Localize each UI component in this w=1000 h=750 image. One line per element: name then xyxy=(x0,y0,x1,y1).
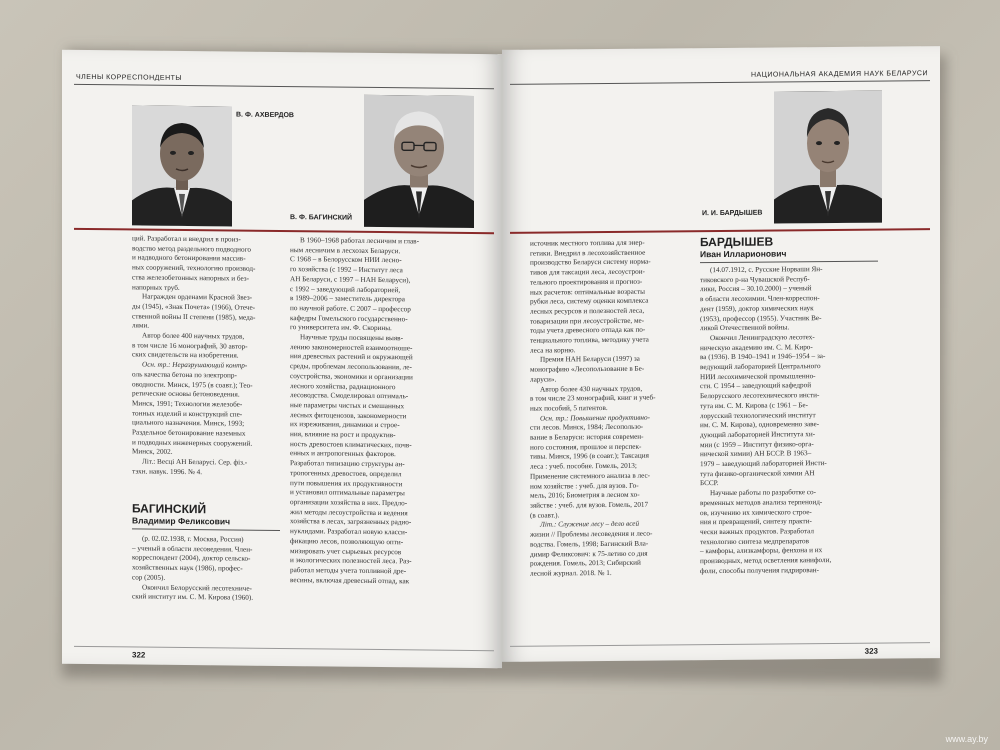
text-line: АН Беларуси, с 1997 – НАН Беларуси), xyxy=(290,274,411,285)
text-line: тута физико-органической химии АН xyxy=(700,468,815,478)
text-line: жизни // Проблемы лесоведения и лесо- xyxy=(530,529,653,539)
text-line: им. С. М. Кирова), одновременно заве- xyxy=(700,420,820,430)
text-line: нической химии) АН БССР. В 1963– xyxy=(700,449,812,459)
page-number-left: 322 xyxy=(132,650,146,660)
text-line: производство Беларуси систему норма- xyxy=(530,258,651,268)
text-line: источник местного топлива для энер- xyxy=(530,238,645,248)
text-line: – ученый в области лесоведения. Член- xyxy=(132,544,253,554)
text-line: го университета им. Ф. Скорины. xyxy=(290,323,392,333)
entry-surname: БАГИНСКИЙ xyxy=(132,501,207,517)
text-line: и установил оптимальные параметры xyxy=(290,488,405,498)
text-line: сор (2005). xyxy=(132,573,166,582)
text-line: дент (1959), доктор химических наук xyxy=(700,304,814,313)
text-line: Автор более 400 научных трудов, xyxy=(142,331,245,341)
text-line: ликой Отечественной войны. xyxy=(700,323,790,333)
text-line: оводности. Минск, 1975 (в соавт.); Тео- xyxy=(132,379,253,390)
text-line: и подводных инженерных сооружений. xyxy=(132,438,253,448)
text-line: Окончил Ленинградскую лесотех- xyxy=(710,333,815,343)
page-number-right: 323 xyxy=(864,646,878,656)
text-line: тута им. С. М. Кирова (с 1961 – Бе- xyxy=(700,401,808,411)
text-line: С 1968 – в Белорусском НИИ лесно- xyxy=(290,255,402,265)
text-line: по научной работе. С 2007 – профессор xyxy=(290,304,411,314)
text-line: мии (с 1959 – Институт физико-орга- xyxy=(700,439,814,449)
text-line: временных методов анализа терпеноид- xyxy=(700,497,823,508)
text-line: ва (1936). В 1940–1941 и 1946–1954 – за- xyxy=(700,352,826,362)
text-line: сти лесов. Минск, 1984; Лесопользо- xyxy=(530,423,644,433)
entry-rule xyxy=(700,261,878,264)
text-line: кафедры Гомельского государственно- xyxy=(290,313,408,323)
text-line: ов, изучению их химического строе- xyxy=(700,507,812,517)
portrait-akhverdov-image xyxy=(132,105,232,226)
text-line: Осн. тр.: Неразрушающий контр- xyxy=(142,360,248,370)
text-line: Научные труды посвящены выяв- xyxy=(300,333,403,343)
text-line: Белорусского лесотехнического инсти- xyxy=(700,391,820,401)
text-line: ность древостоев климатических, почв- xyxy=(290,439,412,450)
text-line: ническую академию им. С. М. Киро- xyxy=(700,342,813,352)
text-line: чески важных продуктов. Разработал xyxy=(700,527,814,537)
text-line: тиковского р-на Чувашской Респуб- xyxy=(700,274,810,284)
text-line: ном хозяйстве : учеб. для вузов. Го- xyxy=(530,481,639,491)
text-line: (р. 02.02.1938, г. Москва, Россия) xyxy=(142,534,244,544)
text-line: корреспондент (2004), доктор сельско- xyxy=(132,553,251,564)
text-line: фикацию лесов, позволяющую опти- xyxy=(290,536,404,547)
text-line: (в соавт.). xyxy=(530,511,560,520)
caption-baginsky: В. Ф. БАГИНСКИЙ xyxy=(290,214,353,222)
text-line: БССР. xyxy=(700,479,719,488)
portrait-baginsky xyxy=(364,95,474,228)
text-line: и экологических полезностей леса. Раз- xyxy=(290,556,412,566)
text-line: в том числе 23 монографий, книг и учеб- xyxy=(530,393,656,403)
text-line: Применение системного анализа в лес- xyxy=(530,471,651,481)
text-line: их изреживания, динамики и строе- xyxy=(290,420,400,430)
left-column-2 xyxy=(290,236,440,587)
text-line: ные параметры чистых и смешанных xyxy=(290,401,405,411)
entry-heading-baginsky xyxy=(132,502,230,526)
text-line: Літ.: Служение лесу – дело всей xyxy=(540,520,640,529)
text-line: производных, метод осветления канифоли, xyxy=(700,556,832,566)
text-line: тэхн. навук. 1996. № 4. xyxy=(132,467,203,477)
left-column-1b xyxy=(132,534,280,603)
head-rule xyxy=(74,84,494,89)
text-line: Автор более 430 научных трудов, xyxy=(540,384,643,394)
text-line: в том числе 16 монографий, 30 автор- xyxy=(132,341,248,351)
text-line: го хозяйства (с 1992 – Институт леса xyxy=(290,265,403,275)
portrait-bardyshev-image xyxy=(774,91,882,224)
text-line: ния и превращений, синтезу практи- xyxy=(700,517,812,527)
right-column-1 xyxy=(530,238,680,579)
running-head-left: ЧЛЕНЫ КОРРЕСПОНДЕНТЫ xyxy=(76,73,183,82)
text-line: тропогенных древостоев, определил xyxy=(290,468,402,479)
text-line: Осн. тр.: Повышение продуктивно- xyxy=(540,413,650,423)
text-line: сти. С 1954 – заведующий кафедрой xyxy=(700,381,812,391)
text-line: ния, влияние на рост и продуктив- xyxy=(290,430,396,440)
text-line: Раздельное бетонирование наземных xyxy=(132,428,246,438)
text-line: ственной войны II степени (1985), меда- xyxy=(132,312,256,322)
portrait-akhverdov xyxy=(132,105,232,226)
text-line: Награжден орденами Красной Звез- xyxy=(142,292,253,302)
text-line: енных и антропогенных факторов. xyxy=(290,449,396,459)
text-line: димир Феликсович: к 75-летию со дня xyxy=(530,549,648,559)
text-line: ным лесничим в лесхозах Беларуси. xyxy=(290,245,401,255)
text-line: лесного хозяйства, радиационного xyxy=(290,381,396,391)
photo-rule xyxy=(510,228,930,234)
text-line: рождения. Гомель, 2013; Сибирский xyxy=(530,558,641,568)
entry-given-name: Иван Илларионович xyxy=(700,248,787,260)
portrait-bardyshev xyxy=(774,91,882,224)
text-line: тенциального топлива, методику учета xyxy=(530,335,649,345)
left-column-1 xyxy=(132,234,280,478)
text-line: лесных ресурсов и полезностей леса, xyxy=(530,306,645,316)
text-line: Премия НАН Беларуси (1997) за xyxy=(540,355,640,365)
text-line: тельного проектирования и прогноз- xyxy=(530,277,643,287)
text-line: соустройства, экономики и организации xyxy=(290,371,413,382)
text-line: – камфоры, ализкамфоры, фенхона и их xyxy=(700,546,823,556)
text-line: Разработал типизацию структуры ан- xyxy=(290,459,405,469)
text-line: леса на корню. xyxy=(530,346,576,355)
text-line: ретические основы бетоноведения. xyxy=(132,389,240,399)
text-line: с 1992 – заведующий лабораторией, xyxy=(290,284,401,294)
watermark: www.ay.by xyxy=(945,734,988,744)
entry-heading-bardyshev xyxy=(700,235,786,259)
text-line: ния древесных растений и окружающей xyxy=(290,352,413,362)
text-line: ных сооружений, технологию производ- xyxy=(132,263,256,273)
text-line: оль качества бетона по электропр- xyxy=(132,370,237,380)
left-page xyxy=(62,50,502,669)
text-line: ций. Разработал и внедрил в произ- xyxy=(132,234,241,244)
text-line: мель, 2016; Биометрия в лесном хо- xyxy=(530,490,640,500)
text-line: ных расчетов: оптимальные возрасты xyxy=(530,287,645,297)
entry-surname: БАРДЫШЕВ xyxy=(700,234,774,250)
text-line: В 1960–1968 работал лесничим и глав- xyxy=(300,236,419,246)
text-line: ларуси». xyxy=(530,375,557,384)
text-line: ведующий лабораторией Центрального xyxy=(700,362,821,372)
text-line: Окончил Белорусский лесотехниче- xyxy=(142,583,252,593)
text-line: пути повышения их продуктивности xyxy=(290,478,403,488)
text-line: тоды учета древесного отпада как по- xyxy=(530,325,646,335)
text-line: вание в Беларуси: история современ- xyxy=(530,432,644,442)
text-line: ский институт им. С. М. Кирова (1960). xyxy=(132,592,254,602)
text-line: лорусский технологический институт xyxy=(700,410,816,420)
text-line: мизировать учет сырьевых ресурсов xyxy=(290,546,402,556)
text-line: ства железобетонных напорных и без- xyxy=(132,273,249,283)
head-rule xyxy=(510,80,930,85)
text-line: весины, включая древесный отпад, как xyxy=(290,575,410,585)
text-line: дующий лабораторией Института хи- xyxy=(700,430,816,440)
text-line: работал методы учета топливной дре- xyxy=(290,565,407,576)
text-line: 1979 – заведующий лабораторией Инсти- xyxy=(700,459,827,469)
text-line: ных пособий, 5 патентов. xyxy=(530,403,608,413)
text-line: лями. xyxy=(132,321,150,330)
text-line: организации хозяйства в них. Предло- xyxy=(290,498,408,508)
text-line: Минск, 2002. xyxy=(132,447,173,457)
text-line: водства. Гомель, 1998; Багинский Вла- xyxy=(530,539,649,549)
text-line: ды (1945), «Знак Почета» (1966), Отече- xyxy=(132,302,256,312)
text-line: тивов для таксации леса, лесоустрои- xyxy=(530,267,645,277)
photo-rule xyxy=(74,228,494,234)
text-line: циального назначения. Минск, 1993; xyxy=(132,418,245,428)
right-page xyxy=(502,46,940,662)
text-line: напорных труб. xyxy=(132,282,180,292)
text-line: технологию синтеза медпрепаратов xyxy=(700,536,810,546)
text-line: лесоводства. Смоделировал оптималь- xyxy=(290,391,409,401)
text-line: зяйстве : учеб. для вузов. Гомель, 2017 xyxy=(530,500,649,510)
entry-given-name: Владимир Феликсович xyxy=(132,515,231,527)
text-line: лесной журнал. 2018. № 1. xyxy=(530,568,612,578)
running-head-right: НАЦИОНАЛЬНАЯ АКАДЕМИЯ НАУК БЕЛАРУСИ xyxy=(750,70,928,79)
text-line: нуклидами. Разработал новую класси- xyxy=(290,527,408,537)
portrait-baginsky-image xyxy=(364,95,474,228)
text-line: лению закономерностей взаимоотноше- xyxy=(290,342,413,353)
text-line: фоли, способы получения гидрирован- xyxy=(700,565,819,575)
text-line: Научные работы по разработке со- xyxy=(710,488,817,498)
text-line: и надводного бетонирования массив- xyxy=(132,253,246,264)
text-line: лики, Россия – 30.10.2000) – ученый xyxy=(700,284,812,294)
text-line: жил методы лесоустройства и ведения xyxy=(290,507,408,518)
text-line: монографию «Лесопользование в Бе- xyxy=(530,364,645,374)
text-line: (14.07.1912, с. Русские Норваши Ян- xyxy=(710,265,823,275)
text-line: НИИ лесохимической промышленно- xyxy=(700,371,816,381)
text-line: хозяйственных наук (1986), профес- xyxy=(132,563,243,573)
text-line: лесных фитоценозов, закономерности xyxy=(290,410,407,420)
text-line: хозяйства в лесах, загрязненных радио- xyxy=(290,517,412,527)
text-line: Літ.: Весці АН Беларусі. Сер. фіз.- xyxy=(142,457,248,467)
text-line: в 1989–2006 – заместитель директора xyxy=(290,294,405,304)
text-line: товаризации при лесоустройстве, ме- xyxy=(530,316,645,326)
text-line: тонных изделий и конструкций спе- xyxy=(132,409,243,419)
text-line: рубки леса, систему оценки комплекса xyxy=(530,296,649,306)
text-line: в области лесохимии. Член-корреспон- xyxy=(700,294,820,304)
text-line: леса : учеб. пособие. Гомель, 2013; xyxy=(530,461,637,471)
text-line: тивы. Минск, 1996 (в соавт.); Таксация xyxy=(530,452,649,462)
text-line: Минск, 1991; Технология железобе- xyxy=(132,399,243,409)
text-line: среды, проблемам лесопользования, ле- xyxy=(290,362,412,372)
text-line: водство метод раздельного подводного xyxy=(132,244,251,254)
entry-rule xyxy=(132,528,280,531)
caption-bardyshev: И. И. БАРДЫШЕВ xyxy=(702,209,763,218)
text-line: (1953), профессор (1955). Участник Ве- xyxy=(700,313,822,323)
text-line: гетики. Внедрил в лесохозяйственное xyxy=(530,248,646,258)
text-line: ских свидетельств на изобретения. xyxy=(132,350,239,360)
caption-akhverdov: В. Ф. АХВЕРДОВ xyxy=(236,111,294,120)
right-column-2 xyxy=(700,265,880,577)
text-line: ного состояния, прошлое и перспек- xyxy=(530,442,642,452)
